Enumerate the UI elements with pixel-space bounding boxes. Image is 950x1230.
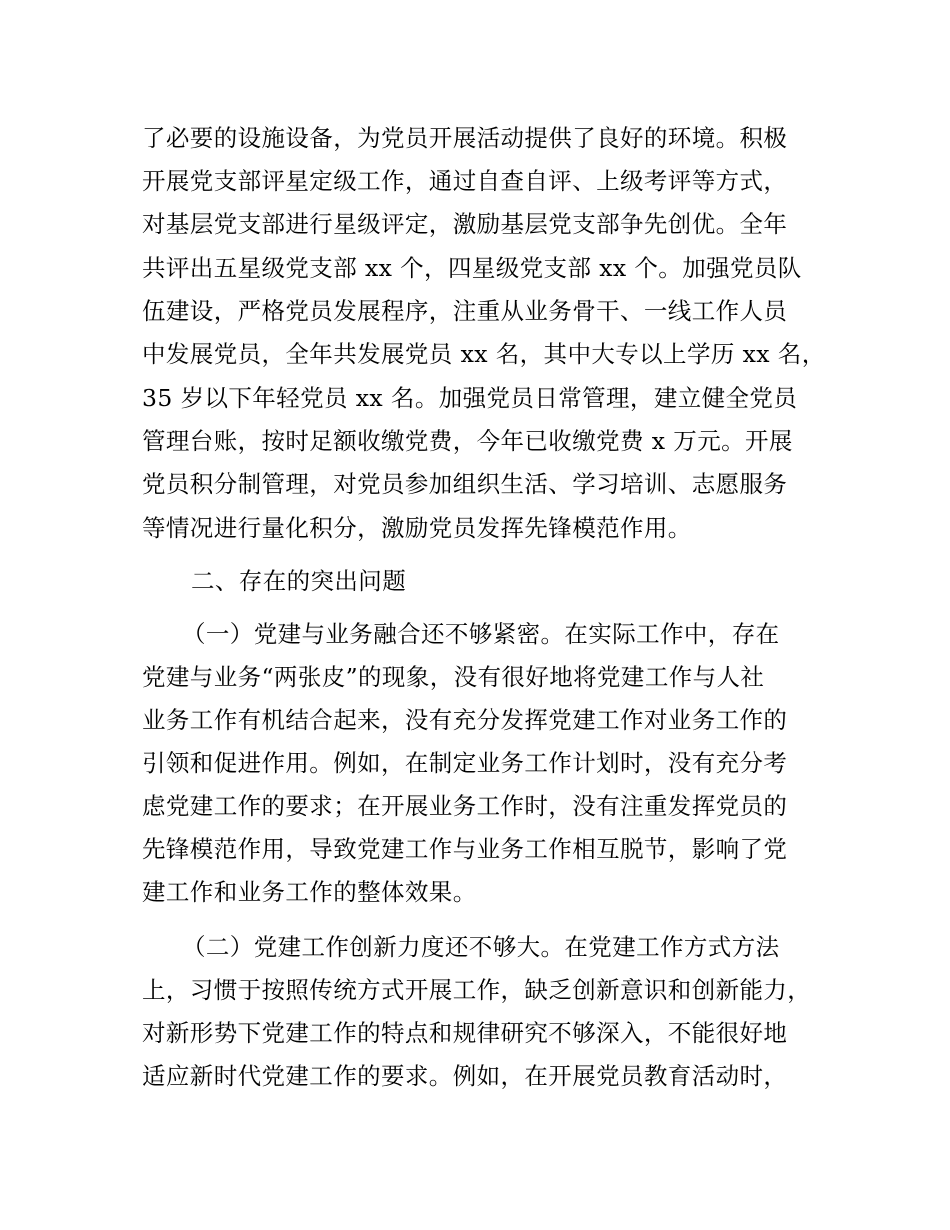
paragraph-line: 引领和促进作用。例如，在制定业务工作计划时，没有充分考 (142, 749, 788, 777)
paragraph-line: （二）党建工作创新力度还不够大。在党建工作方式方法 (182, 933, 780, 961)
section-heading: 二、存在的突出问题 (191, 567, 407, 595)
paragraph-line: 对基层党支部进行星级评定，激励基层党支部争先创优。全年 (142, 210, 788, 238)
paragraph-line: 党员积分制管理，对党员参加组织生活、学习培训、志愿服务 (142, 470, 788, 498)
paragraph-line: 适应新时代党建工作的要求。例如，在开展党员教育活动时， (142, 1062, 788, 1090)
paragraph-line: 了必要的设施设备，为党员开展活动提供了良好的环境。积极 (142, 124, 788, 152)
paragraph-line: 中发展党员，全年共发展党员 xx 名，其中大专以上学历 xx 名， (142, 340, 826, 368)
paragraph-line: 对新形势下党建工作的特点和规律研究不够深入，不能很好地 (142, 1019, 788, 1047)
paragraph-line: 党建与业务“两张皮”的现象，没有很好地将党建工作与人社 (142, 663, 765, 691)
paragraph-line: 等情况进行量化积分，激励党员发挥先锋模范作用。 (142, 514, 692, 542)
paragraph-line: 先锋模范作用，导致党建工作与业务工作相互脱节，影响了党 (142, 835, 788, 863)
paragraph-line: 上，习惯于按照传统方式开展工作，缺乏创新意识和创新能力， (142, 976, 812, 1004)
paragraph-line: 共评出五星级党支部 xx 个，四星级党支部 xx 个。加强党员队 (142, 254, 802, 282)
paragraph-line: 伍建设，严格党员发展程序，注重从业务骨干、一线工作人员 (142, 297, 788, 325)
paragraph-line: 业务工作有机结合起来，没有充分发挥党建工作对业务工作的 (142, 706, 788, 734)
paragraph-line: 管理台账，按时足额收缴党费，今年已收缴党费 x 万元。开展 (142, 427, 793, 455)
paragraph-line: 35 岁以下年轻党员 xx 名。加强党员日常管理，建立健全党员 (142, 384, 798, 412)
paragraph-line: 建工作和业务工作的整体效果。 (142, 878, 477, 906)
paragraph-line: 虑党建工作的要求；在开展业务工作时，没有注重发挥党员的 (142, 792, 788, 820)
paragraph-line: 开展党支部评星定级工作，通过自查自评、上级考评等方式， (142, 167, 788, 195)
paragraph-line: （一）党建与业务融合还不够紧密。在实际工作中，存在 (182, 620, 780, 648)
